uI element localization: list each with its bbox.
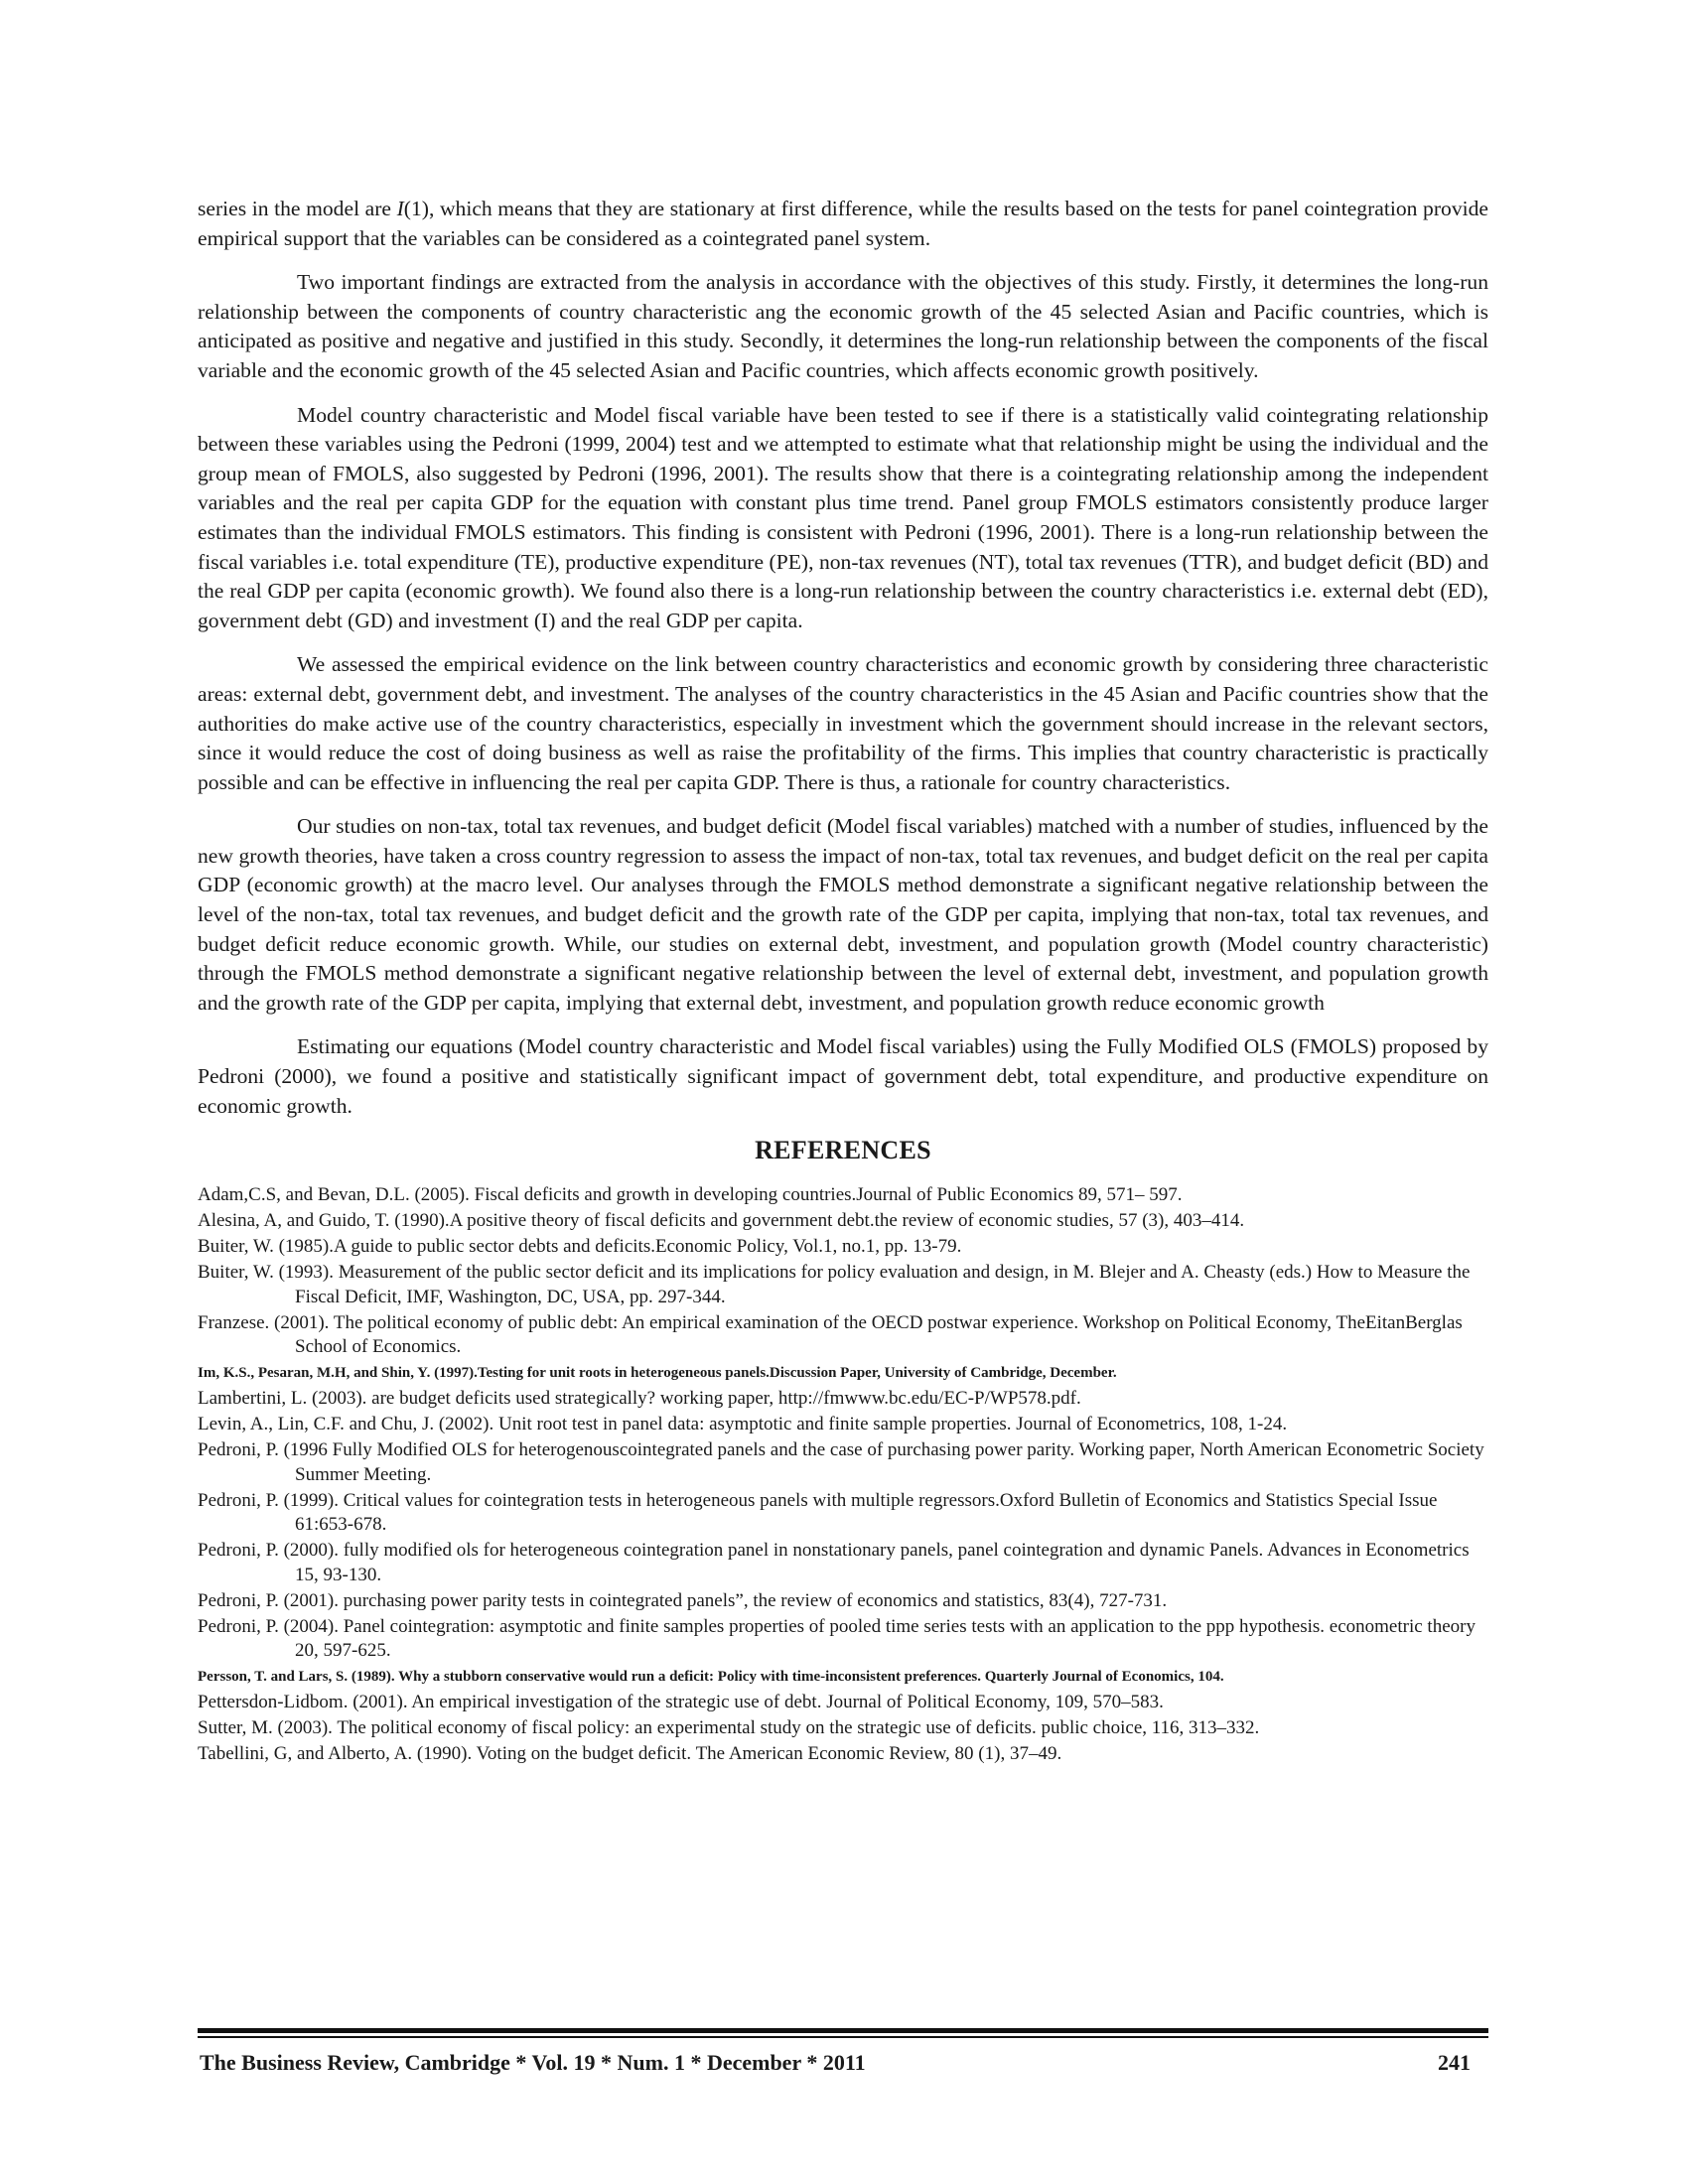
paragraph-6: Estimating our equations (Model country characteristic and Model fiscal variables) using the Fully Modified OLS (FMOLS) proposed by Pedroni (2000), we found a positive and statistically significant impact of government debt, total expenditure, and productive expenditure on economic growth. [198, 1034, 1488, 1118]
paragraph-1 [198, 195, 1488, 253]
paragraph-1-start: series in the model are [198, 197, 397, 220]
reference-item: Persson, T. and Lars, S. (1989). Why a stubborn conservative would run a deficit: Policy with time-inconsistent preferences. Quarterly Journal of Economics, 104. [198, 1669, 1224, 1686]
reference-item: Alesina, A, and Guido, T. (1990).A positive theory of fiscal deficits and government debt.the review of economic studies, 57 (3), 403–414. [198, 1210, 1245, 1232]
reference-item: Tabellini, G, and Alberto, A. (1990). Voting on the budget deficit. The American Economic Review, 80 (1), 37–49. [198, 1743, 1062, 1765]
references-heading: REFERENCES [755, 1136, 931, 1165]
reference-item: Adam,C.S, and Bevan, D.L. (2005). Fiscal deficits and growth in developing countries.Journal of Public Economics 89, 571– 597. [198, 1184, 1183, 1206]
reference-item: Pedroni, P. (2001). purchasing power parity tests in cointegrated panels”, the review of economics and statistics, 83(4), 727-731. [198, 1589, 1168, 1611]
paragraph-4: We assessed the empirical evidence on the link between country characteristics and economic growth by considering three characteristic areas: external debt, government debt, and investment. The analyses of the country characteristics in the 45 Asian and Pacific countries show that the authorities do make active use of the country characteristics, especially in investment which the government should increase in the relevant sectors, since it would reduce the cost of doing business as well as raise the profitability of the firms. This implies that country characteristic is practically possible and can be effective in influencing the real per capita GDP. There is thus, a rationale for country characteristics. [198, 652, 1488, 794]
reference-item: Sutter, M. (2003). The political economy of fiscal policy: an experimental study on the strategic use of deficits. public choice, 116, 313–332. [198, 1717, 1260, 1739]
reference-item: Franzese. (2001). The political economy of public debt: An empirical examination of the OECD postwar experience. Workshop on Political Economy, TheEitanBerglas School of Economics. [198, 1311, 1463, 1358]
reference-item: Lambertini, L. (2003). are budget deficits used strategically? working paper, http://fmwww.bc.edu/EC-P/WP578.pdf. [198, 1388, 1081, 1410]
journal-citation: The Business Review, Cambridge * Vol. 19 * Num. 1 * December * 2011 [200, 2049, 866, 2075]
integration-order-symbol: I [396, 197, 404, 220]
reference-item: Pedroni, P. (2004). Panel cointegration: asymptotic and finite samples properties of pooled time series tests with an application to the ppp hypothesis. econometric theory 20, 597-625. [198, 1615, 1476, 1662]
reference-item: Im, K.S., Pesaran, M.H, and Shin, Y. (1997).Testing for unit roots in heterogeneous panels.Discussion Paper, University of Cambridge, December. [198, 1365, 1117, 1382]
reference-item: Buiter, W. (1993). Measurement of the public sector deficit and its implications for policy evaluation and design, in M. Blejer and A. Cheasty (eds.) How to Measure the Fiscal Deficit, IMF, Washington, DC, USA, pp. 297-344. [198, 1262, 1471, 1307]
body-text [198, 195, 1488, 1121]
reference-item: Pedroni, P. (1996 Fully Modified OLS for heterogenouscointegrated panels and the case of purchasing power parity. Working paper, North American Econometric Society Summer Meeting. [198, 1439, 1484, 1485]
paper-page [198, 195, 1488, 1768]
footer-row [198, 2038, 1488, 2076]
reference-item: Pettersdon-Lidbom. (2001). An empirical investigation of the strategic use of debt. Journal of Political Economy, 109, 570–583. [198, 1692, 1164, 1713]
reference-item: Pedroni, P. (1999). Critical values for cointegration tests in heterogeneous panels with multiple regressors.Oxford Bulletin of Economics and Statistics Special Issue 61:653-678. [198, 1489, 1438, 1536]
paragraph-1-rest: (1), which means that they are stationary at first difference, while the results based on the tests for panel cointegration provide empirical support that the variables can be considered as a cointegrated panel system. [198, 197, 1488, 250]
page-number: 241 [1438, 2049, 1471, 2075]
references-list [198, 1183, 1488, 1767]
reference-item: Buiter, W. (1985).A guide to public sector debts and deficits.Economic Policy, Vol.1, no.1, pp. 13-79. [198, 1236, 962, 1258]
reference-item: Pedroni, P. (2000). fully modified ols for heterogeneous cointegration panel in nonstationary panels, panel cointegration and dynamic Panels. Advances in Econometrics 15, 93-130. [198, 1540, 1470, 1585]
paragraph-5: Our studies on non-tax, total tax revenues, and budget deficit (Model fiscal variables) matched with a number of studies, influenced by the new growth theories, have taken a cross country regression to assess the impact of non-tax, total tax revenues, and budget deficit on the real per capita GDP (economic growth) at the macro level. Our analyses through the FMOLS method demonstrate a significant negative relationship between the level of the non-tax, total tax revenues, and budget deficit and the growth rate of the GDP per capita, implying that non-tax, total tax revenues, and budget deficit reduce economic growth. While, our studies on external debt, investment, and population growth (Model country characteristic) through the FMOLS method demonstrate a significant negative relationship between the level of external debt, investment, and population growth and the growth rate of the GDP per capita, implying that external debt, investment, and population growth reduce economic growth [198, 814, 1488, 1015]
reference-item: Levin, A., Lin, C.F. and Chu, J. (2002). Unit root test in panel data: asymptotic and finite sample properties. Journal of Econometrics, 108, 1-24. [198, 1414, 1288, 1435]
paragraph-2: Two important findings are extracted from the analysis in accordance with the objectives of this study. Firstly, it determines the long-run relationship between the components of country characteristic ang the economic growth of the 45 selected Asian and Pacific countries, which is anticipated as positive and negative and justified in this study. Secondly, it determines the long-run relationship between the components of the fiscal variable and the economic growth of the 45 selected Asian and Pacific countries, which affects economic growth positively. [198, 270, 1488, 382]
footer-rule-thick [198, 2028, 1488, 2033]
paragraph-3: Model country characteristic and Model fiscal variable have been tested to see if there is a statistically valid cointegrating relationship between these variables using the Pedroni (1999, 2004) test and we attempted to estimate what that relationship might be using the individual and the group mean of FMOLS, also suggested by Pedroni (1996, 2001). The results show that there is a cointegrating relationship among the independent variables and the real per capita GDP for the equation with constant plus time trend. Panel group FMOLS estimators consistently produce larger estimates than the individual FMOLS estimators. This finding is consistent with Pedroni (1996, 2001). There is a long-run relationship between the fiscal variables i.e. total expenditure (TE), productive expenditure (PE), non-tax revenues (NT), total tax revenues (TTR), and budget deficit (BD) and the real GDP per capita (economic growth). We found also there is a long-run relationship between the country characteristics i.e. external debt (ED), government debt (GD) and investment (I) and the real GDP per capita. [198, 402, 1488, 632]
page-footer [198, 2028, 1488, 2076]
